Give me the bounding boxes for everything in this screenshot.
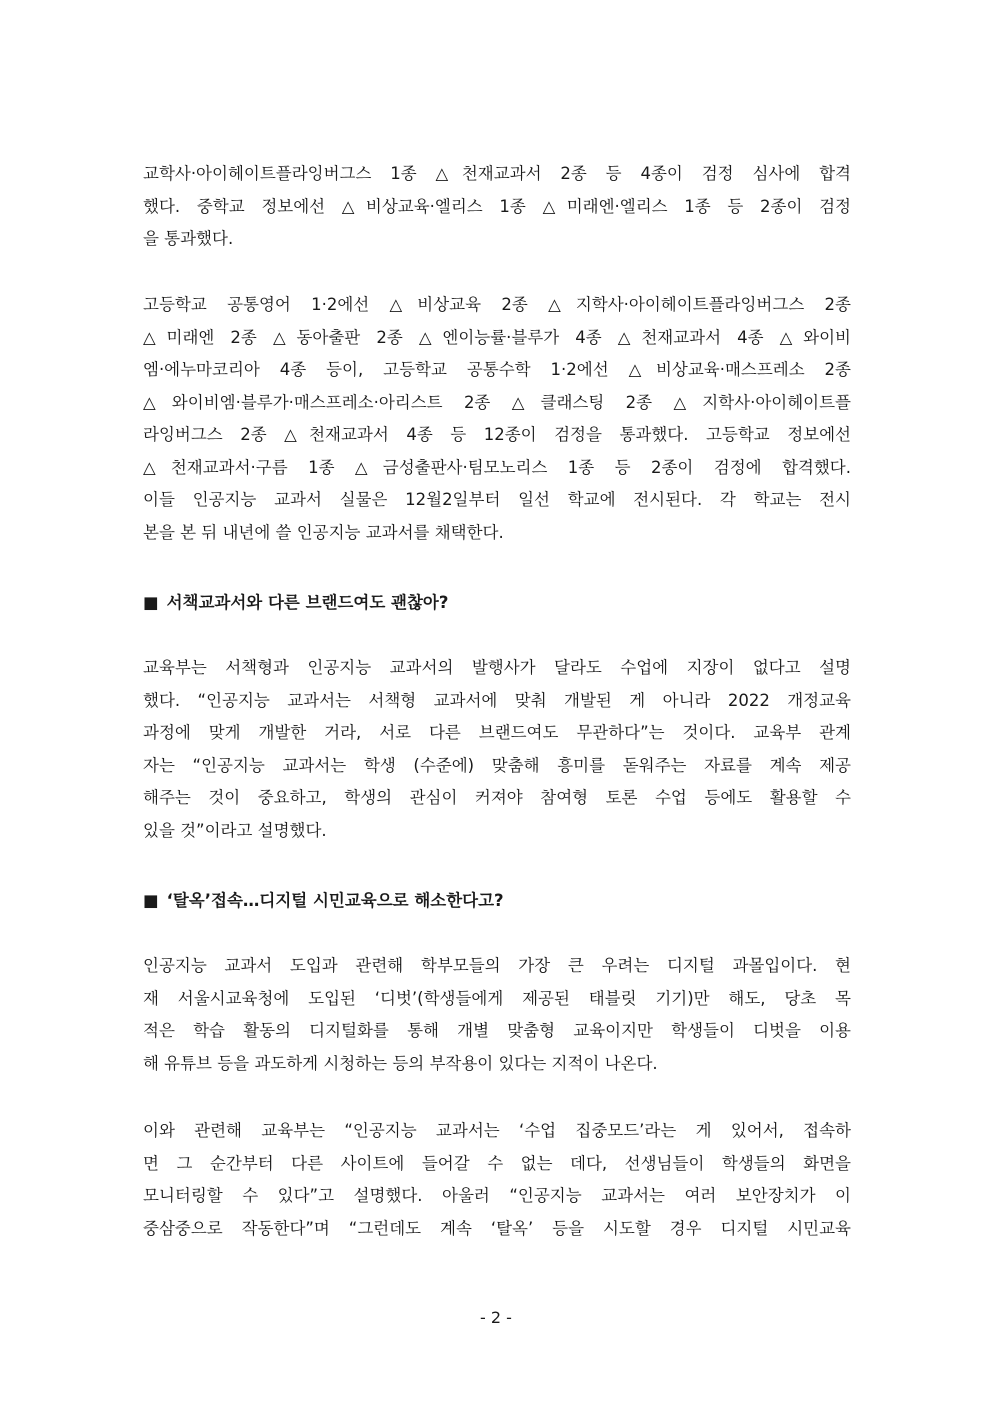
- text-line: 했다. “인공지능 교과서는 서책형 교과서에 맞춰 개발된 게 아니라 2022 개정교육: [143, 690, 851, 710]
- paragraph-digital-overuse: [143, 950, 851, 1080]
- text-line: 본을 본 뒤 내년에 쓸 인공지능 교과서를 채택한다.: [143, 522, 504, 542]
- square-bullet-icon: ■: [143, 593, 159, 612]
- text-line: 을 통과했다.: [143, 229, 234, 248]
- paragraph-high-school-textbooks: [143, 289, 851, 549]
- text-line: 중삼중으로 작동한다”며 “그런데도 계속 ‘탈옥’ 등을 시도할 경우 디지털 시민교육: [143, 1218, 851, 1238]
- text-line: 자는 “인공지능 교과서는 학생 (수준에) 맞춤해 흥미를 돋워주는 자료를 계속 제공: [143, 755, 851, 775]
- text-line: 해주는 것이 중요하고, 학생의 관심이 커져야 참여형 토론 수업 등에도 활용할 수: [143, 788, 851, 807]
- text-line: 교육부는 서책형과 인공지능 교과서의 발행사가 달라도 수업에 지장이 없다고 설명: [143, 658, 851, 677]
- text-line: 면 그 순간부터 다른 사이트에 들어갈 수 없는 데다, 선생님들이 학생들의 화면을: [143, 1153, 851, 1173]
- text-line: 라잉버그스 2종 △천재교과서 4종 등 12종이 검정을 통과했다. 고등학교 정보에선: [143, 425, 851, 444]
- section-heading-text: 서책교과서와 다른 브랜드여도 괜찮아?: [166, 593, 449, 612]
- text-line: 인공지능 교과서 도입과 관련해 학부모들의 가장 큰 우려는 디지털 과몰입이다. 현: [143, 956, 851, 975]
- paragraph-focus-mode: [143, 1115, 851, 1245]
- text-line: 고등학교 공통영어 1·2에선 △비상교육 2종 △지학사·아이헤이트플라잉버그스 2종: [143, 295, 851, 314]
- text-line: 했다. 중학교 정보에선 △비상교육·엘리스 1종 △미래엔·엘리스 1종 등 2종이 검정: [143, 196, 851, 216]
- text-line: 이들 인공지능 교과서 실물은 12월2일부터 일선 학교에 전시된다. 각 학교는 전시: [143, 490, 851, 509]
- section-heading-jailbreak: [143, 885, 851, 917]
- text-line: 과정에 맞게 개발한 거라, 서로 다른 브랜드여도 무관하다”는 것이다. 교육부 관계: [143, 723, 851, 742]
- paragraph-ministry-explanation: [143, 652, 851, 847]
- text-line: 모니터링할 수 있다”고 설명했다. 아울러 “인공지능 교과서는 여러 보안장치가 이: [143, 1186, 851, 1205]
- paragraph-textbook-list-continued: [143, 158, 851, 256]
- text-line: 이와 관련해 교육부는 “인공지능 교과서는 ‘수업 집중모드’라는 게 있어서, 접속하: [143, 1121, 851, 1140]
- text-line: △미래엔 2종 △동아출판 2종 △엔이능률·블루가 4종 △천재교과서 4종 △와이비: [143, 327, 851, 347]
- text-line: 재 서울시교육청에 도입된 ‘디벗’(학생들에게 제공된 태블릿 기기)만 해도, 당초 목: [143, 988, 851, 1008]
- text-line: 있을 것”이라고 설명했다.: [143, 820, 327, 840]
- page-number: - 2 -: [480, 1308, 512, 1327]
- square-bullet-icon: ■: [143, 891, 159, 910]
- section-heading-brand: [143, 587, 851, 619]
- text-line: 엠·에누마코리아 4종 등이, 고등학교 공통수학 1·2에선 △비상교육·매스프레소 2종: [143, 360, 851, 379]
- text-line: 교학사·아이헤이트플라잉버그스 1종 △천재교과서 2종 등 4종이 검정 심사에 합격: [143, 164, 851, 183]
- section-heading-text: ‘탈옥’접속…디지털 시민교육으로 해소한다고?: [166, 891, 504, 910]
- text-line: 적은 학습 활동의 디지털화를 통해 개별 맞춤형 교육이지만 학생들이 디벗을 이용: [143, 1021, 851, 1040]
- text-line: △천재교과서·구름 1종 △금성출판사·팀모노리스 1종 등 2종이 검정에 합격했다.: [143, 457, 851, 477]
- text-line: 해 유튜브 등을 과도하게 시청하는 등의 부작용이 있다는 지적이 나온다.: [143, 1053, 658, 1073]
- text-line: △와이비엠·블루가·매스프레소·아리스트 2종 △클래스팅 2종 △지학사·아이헤이트플: [143, 392, 851, 412]
